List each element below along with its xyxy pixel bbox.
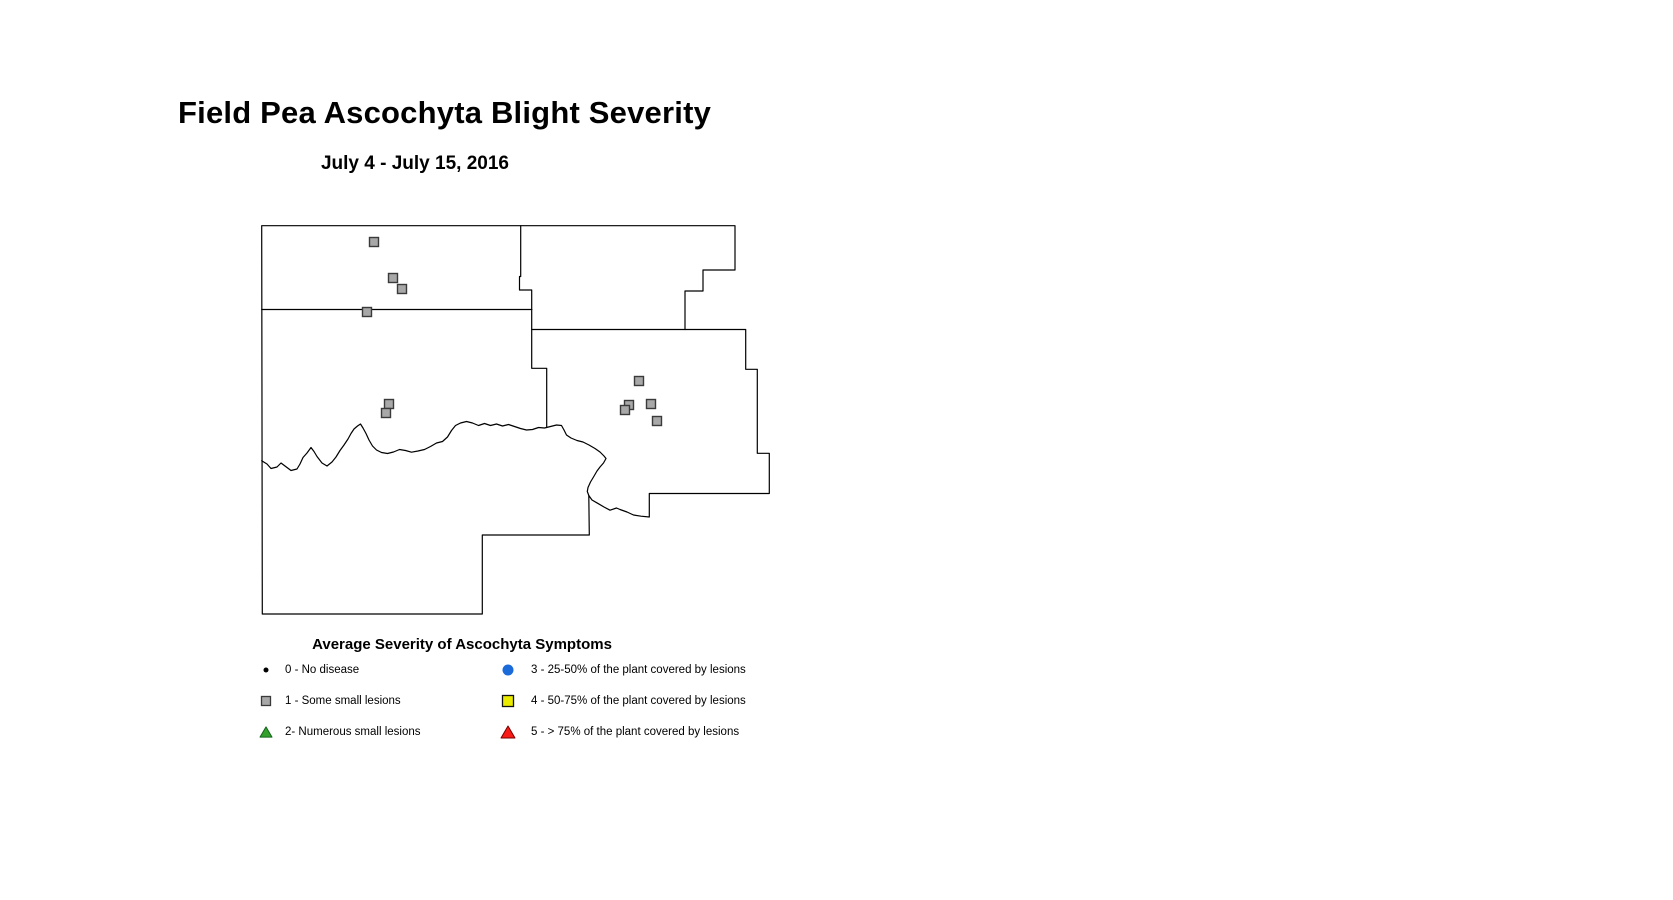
boundary-outer [262,226,770,614]
legend-item-label: 4 - 50-75% of the plant covered by lesions [531,695,746,707]
boundary-county_line_vertical_mid [532,310,547,428]
green-triangle-icon [256,723,276,741]
survey-point-severity-1 [653,417,662,426]
date-range-subtitle: July 4 - July 15, 2016 [320,153,509,174]
legend-item-label: 5 - > 75% of the plant covered by lesions [531,726,740,738]
legend-item-label: 1 - Some small lesions [285,695,401,707]
legend-marker-shape [503,696,514,707]
survey-point-severity-1 [389,274,398,283]
survey-point-severity-1 [385,400,394,409]
boundary-river [262,422,606,496]
legend-marker-shape [260,727,272,737]
boundary-county_line_vertical_top [520,226,532,310]
survey-point-severity-1 [370,238,379,247]
yellow-square-icon [498,692,518,710]
legend-item-1 [256,692,401,710]
legend-item-5 [498,723,739,741]
legend-item-2 [256,723,421,741]
no-disease-dot-icon [256,661,276,679]
legend-heading: Average Severity of Ascochyta Symptoms [312,636,612,653]
legend-marker-shape [501,726,515,738]
survey-point-severity-1 [647,400,656,409]
legend-item-label: 0 - No disease [285,664,360,676]
legend-marker-shape [264,668,269,673]
survey-point-severity-1 [363,308,372,317]
survey-point-severity-1 [621,406,630,415]
survey-point-severity-1 [398,285,407,294]
legend-item-0 [256,661,359,679]
gray-square-icon [256,692,276,710]
map-points [363,238,662,426]
blue-circle-icon [498,661,518,679]
county-boundaries [262,226,770,614]
survey-point-severity-1 [382,409,391,418]
legend-marker-shape [503,665,514,676]
red-triangle-icon [498,723,518,741]
legend-item-label: 3 - 25-50% of the plant covered by lesions [531,664,746,676]
survey-point-severity-1 [635,377,644,386]
legend-marker-shape [262,697,271,706]
legend-item-label: 2- Numerous small lesions [285,726,421,738]
legend-item-3 [498,661,746,679]
page-title: Field Pea Ascochyta Blight Severity [178,95,712,130]
severity-map [250,218,780,620]
legend-item-4 [498,692,746,710]
